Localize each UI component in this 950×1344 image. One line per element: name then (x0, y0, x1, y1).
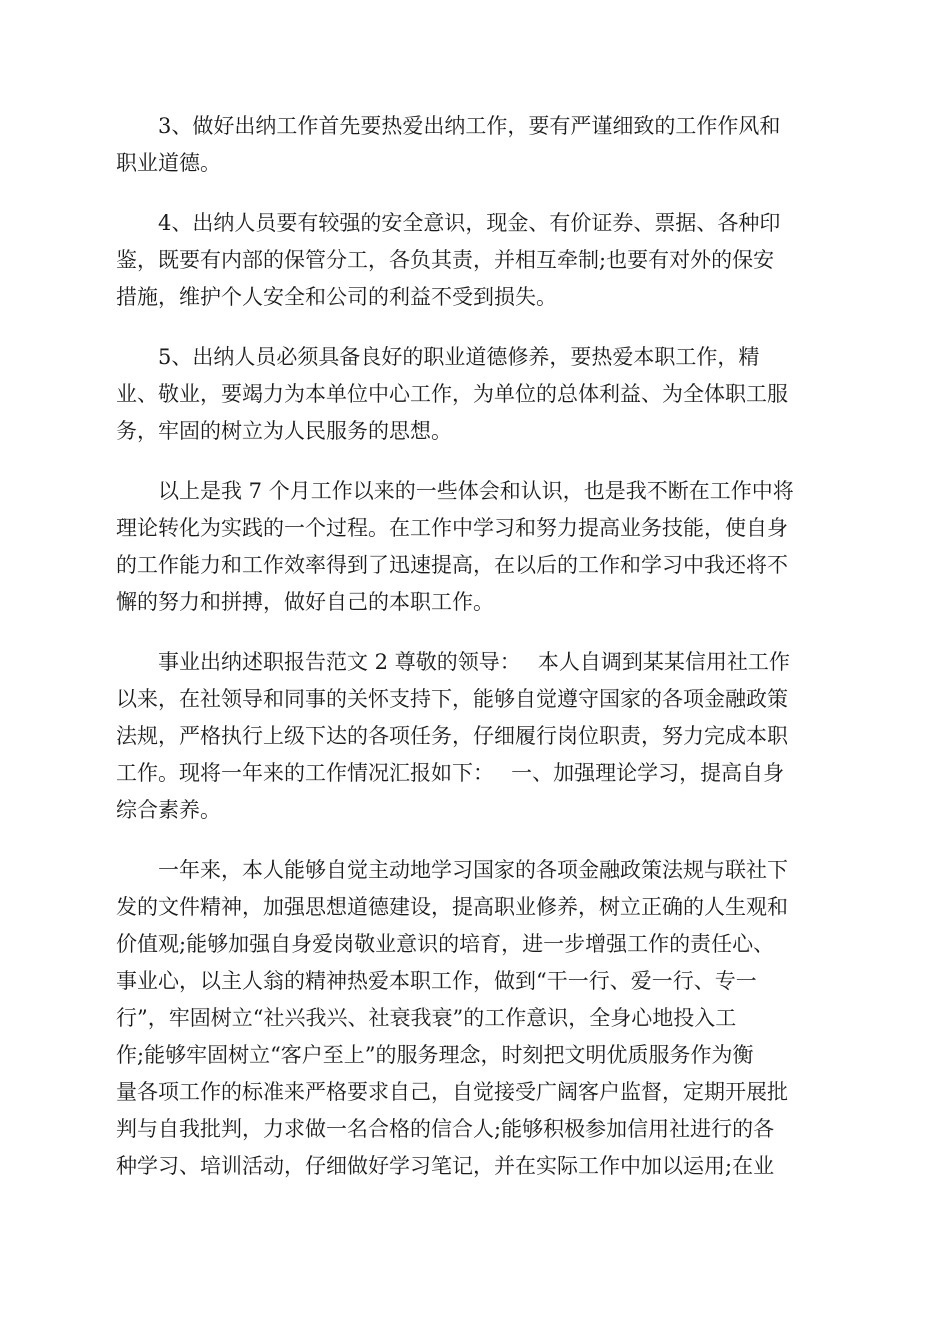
paragraph-study (116, 852, 836, 1185)
paragraph-line: 以上是我 7 个月工作以来的一些体会和认识，也是我不断在工作中将 (158, 479, 794, 503)
paragraph-line: 发的文件精神，加强思想道德建设，提高职业修养，树立正确的人生观和 (116, 895, 788, 919)
paragraph-line: 以来，在社领导和同事的关怀支持下，能够自觉遵守国家的各项金融政策 (116, 687, 788, 711)
paragraph-line: 务，牢固的树立为人民服务的思想。 (116, 419, 452, 443)
paragraph-line: 价值观;能够加强自身爱岗敬业意识的培育，进一步增强工作的责任心、 (116, 932, 775, 956)
paragraph-report-intro (116, 644, 836, 829)
paragraph-line: 的工作能力和工作效率得到了迅速提高，在以后的工作和学习中我还将不 (116, 553, 788, 577)
paragraph-line: 作;能够牢固树立“客户至上”的服务理念，时刻把文明优质服务作为衡 (116, 1043, 754, 1067)
paragraph-line: 懈的努力和拼搏，做好自己的本职工作。 (116, 590, 494, 614)
paragraph-line: 判与自我批判，力求做一名合格的信合人;能够积极参加信用社进行的各 (116, 1117, 775, 1141)
paragraph-item-4 (116, 205, 836, 316)
paragraph-line: 鉴，既要有内部的保管分工，各负其责，并相互牵制;也要有对外的保安 (116, 248, 775, 272)
paragraph-line: 业、敬业，要竭力为本单位中心工作，为单位的总体利益、为全体职工服 (116, 382, 788, 406)
paragraph-line: 综合素养。 (116, 798, 221, 822)
paragraph-line: 事业出纳述职报告范文 2 尊敬的领导： 本人自调到某某信用社工作 (158, 650, 790, 674)
paragraph-line: 措施，维护个人安全和公司的利益不受到损失。 (116, 285, 557, 309)
paragraph-line: 5、出纳人员必须具备良好的职业道德修养，要热爱本职工作，精 (158, 345, 760, 369)
paragraph-line: 一年来，本人能够自觉主动地学习国家的各项金融政策法规与联社下 (158, 858, 788, 882)
paragraph-line: 法规，严格执行上级下达的各项任务，仔细履行岗位职责，努力完成本职 (116, 724, 788, 748)
paragraph-line: 3、做好出纳工作首先要热爱出纳工作，要有严谨细致的工作作风和 (158, 114, 781, 138)
paragraph-line: 4、出纳人员要有较强的安全意识，现金、有价证券、票据、各种印 (158, 211, 781, 235)
paragraph-line: 职业道德。 (116, 151, 221, 175)
paragraph-item-3 (116, 108, 836, 182)
paragraph-line: 行”，牢固树立“社兴我兴、社衰我衰”的工作意识，全身心地投入工 (116, 1006, 737, 1030)
paragraph-line: 工作。现将一年来的工作情况汇报如下： 一、加强理论学习，提高自身 (116, 761, 785, 785)
paragraph-line: 量各项工作的标准来严格要求自己，自觉接受广阔客户监督，定期开展批 (116, 1080, 788, 1104)
paragraph-line: 种学习、培训活动，仔细做好学习笔记，并在实际工作中加以运用;在业 (116, 1154, 775, 1178)
paragraph-summary (116, 473, 836, 621)
document-body (116, 108, 836, 1208)
paragraph-line: 理论转化为实践的一个过程。在工作中学习和努力提高业务技能，使自身 (116, 516, 788, 540)
paragraph-line: 事业心，以主人翁的精神热爱本职工作，做到“干一行、爱一行、专一 (116, 969, 757, 993)
paragraph-item-5 (116, 339, 836, 450)
